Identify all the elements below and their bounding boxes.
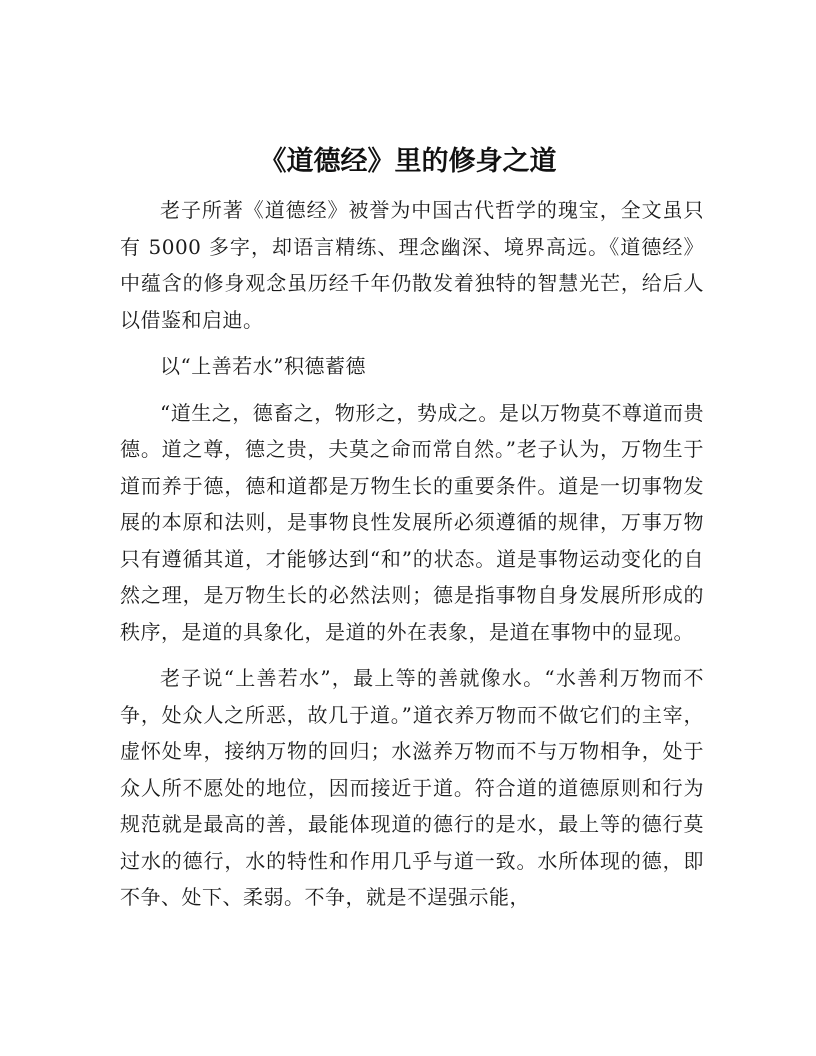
section-heading: 以“上善若水”积德蓄德 [160, 354, 366, 378]
document-body [120, 192, 704, 926]
paragraph-intro: 老子所著《道德经》被誉为中国古代哲学的瑰宝，全文虽只有 5000 多字，却语言精练、理念幽深、境界高远。《道德经》中蕴含的修身观念虽历经千年仍散发着独特的智慧光芒，给后人以借鉴和启迪。 [120, 198, 704, 332]
paragraph-water: 老子说“上善若水”，最上等的善就像水。“水善利万物而不争，处众人之所恶，故几于道。”道衣养万物而不做它们的主宰，虚怀处卑，接纳万物的回归；水滋养万物而不与万物相争，处于众人所不愿处的地位，因而接近于道。符合道的道德原则和行为规范就是最高的善，最能体现道的德行的是水，最上等的德行莫过水的德行，水的特性和作用几乎与道一致。水所体现的德，即不争、处下、柔弱。不争，就是不逞强示能， [120, 666, 704, 909]
document-title: 《道德经》里的修身之道 [259, 146, 557, 177]
paragraph-dao-de: “道生之，德畜之，物形之，势成之。是以万物莫不尊道而贵德。道之尊，德之贵，夫莫之命而常自然。”老子认为，万物生于道而养于德，德和道都是万物生长的重要条件。道是一切事物发展的本原和法则，是事物良性发展所必须遵循的规律，万事万物只有遵循其道，才能够达到“和”的状态。道是事物运动变化的自然之理，是万物生长的必然法则；德是指事物自身发展所形成的秩序，是道的具象化，是道的外在表象，是道在事物中的显现。 [120, 400, 704, 644]
